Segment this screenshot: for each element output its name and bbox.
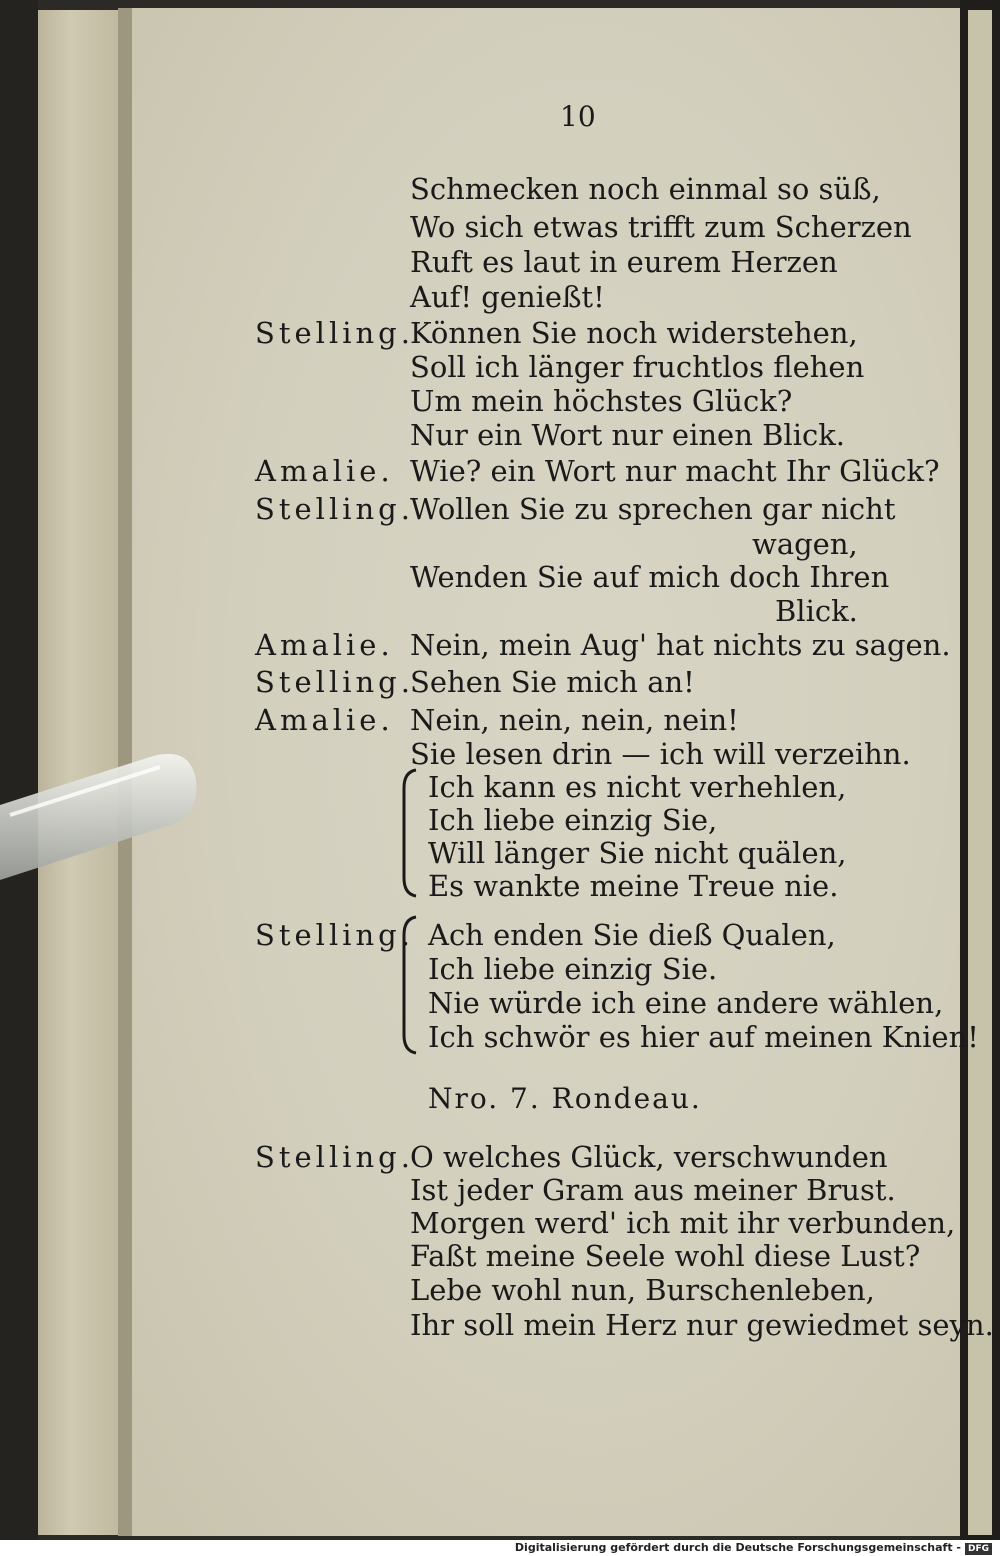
verse-line: Ich liebe einzig Sie. [428,952,718,986]
verse-line: Blick. [775,594,858,628]
verse-line: Ihr soll mein Herz nur gewiedmet seyn. [410,1308,994,1342]
speaker-name: Stelling. [255,918,414,952]
verse-line: Können Sie noch widerstehen, [410,316,858,350]
dfg-logo: DFG [965,1543,992,1555]
speaker-name: Stelling. [255,665,414,699]
speaker-name: Stelling. [255,492,414,526]
speaker-name: Amalie. [255,454,394,488]
verse-line: O welches Glück, verschwunden [410,1140,888,1174]
verse-line: Nein, mein Aug' hat nichts zu sagen. [410,628,951,662]
verse-line: Nein, nein, nein, nein! [410,703,739,737]
verse-line: Nur ein Wort nur einen Blick. [410,418,845,452]
verse-line: wagen, [752,527,858,561]
glass-weight-image [0,745,200,885]
verse-line: Ich schwör es hier auf meinen Knien! [428,1020,979,1054]
speaker-name: Amalie. [255,703,394,737]
digitization-footer [0,1540,1000,1556]
page-number: 10 [560,100,596,133]
verse-line: Will länger Sie nicht quälen, [428,836,847,870]
verse-line: Schmecken noch einmal so süß, [410,172,881,206]
verse-line: Sie lesen drin — ich will verzeihn. [410,737,911,771]
verse-line: Ruft es laut in eurem Herzen [410,245,838,279]
speaker-name: Stelling. [255,316,414,350]
verse-line: Ich liebe einzig Sie, [428,803,718,837]
verse-line: Wollen Sie zu sprechen gar nicht [410,492,896,526]
speaker-name: Amalie. [255,628,394,662]
section-heading: Nro. 7. Rondeau. [428,1082,702,1115]
verse-line: Lebe wohl nun, Burschenleben, [410,1273,875,1307]
verse-line: Wo sich etwas trifft zum Scherzen [410,210,912,244]
speaker-name: Stelling. [255,1140,414,1174]
verse-line: Nie würde ich eine andere wählen, [428,986,944,1020]
verse-line: Faßt meine Seele wohl diese Lust? [410,1239,921,1273]
verse-line: Auf! genießt! [410,280,605,314]
verse-line: Wenden Sie auf mich doch Ihren [410,560,890,594]
verse-line: Ist jeder Gram aus meiner Brust. [410,1173,896,1207]
verse-line: Morgen werd' ich mit ihr verbunden, [410,1206,956,1240]
verse-line: Um mein höchstes Glück? [410,384,793,418]
verse-line: Ach enden Sie dieß Qualen, [428,918,836,952]
verse-line: Soll ich länger fruchtlos flehen [410,350,865,384]
footer-text: Digitalisierung gefördert durch die Deutsche Forschungsgemeinschaft - [514,1541,961,1554]
verse-line: Ich kann es nicht verhehlen, [428,770,847,804]
verse-line: Sehen Sie mich an! [410,665,695,699]
brace-left [398,768,420,898]
verse-line: Es wankte meine Treue nie. [428,869,839,903]
brace-left [398,915,420,1055]
verse-line: Wie? ein Wort nur macht Ihr Glück? [410,454,940,488]
